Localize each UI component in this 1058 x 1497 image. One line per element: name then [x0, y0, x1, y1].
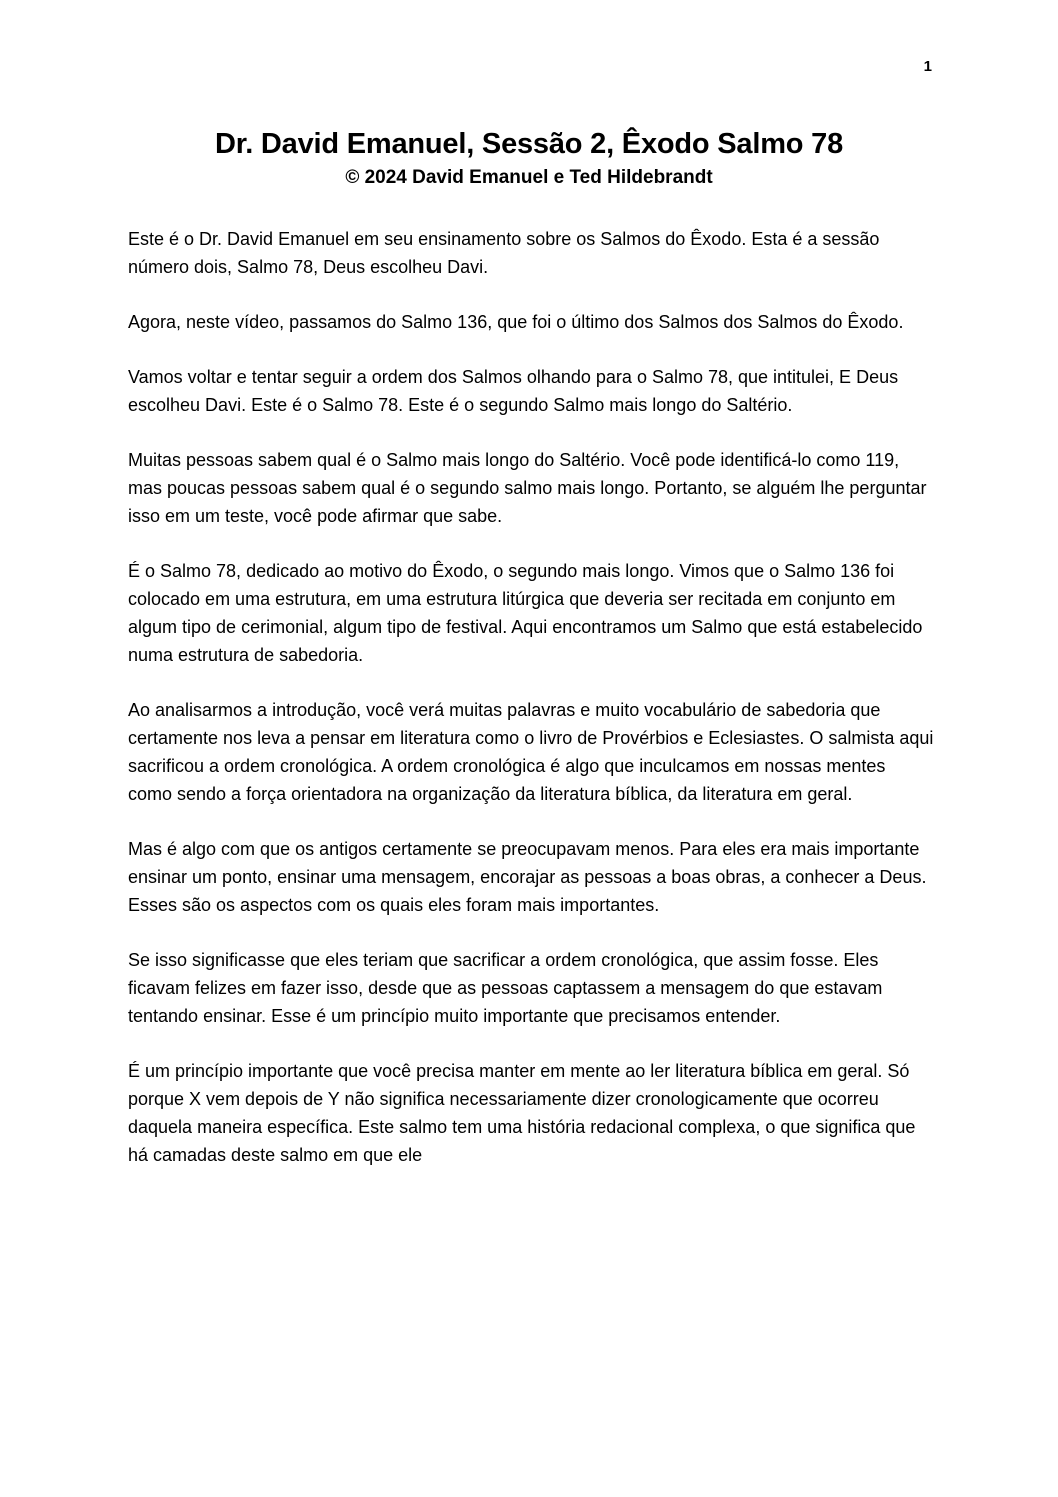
document-body — [0, 189, 1058, 1169]
paragraph: Muitas pessoas sabem qual é o Salmo mais longo do Saltério. Você pode identificá-lo como 119, mas poucas pessoas sabem qual é o segundo salmo mais longo. Portanto, se alguém lhe perguntar isso em um teste, você pode afirmar que sabe. — [128, 450, 927, 527]
paragraph: É um princípio importante que você precisa manter em mente ao ler literatura bíblica em geral. Só porque X vem depois de Y não significa necessariamente dizer cronologicamente que ocorreu daquela maneira específica. Este salmo tem uma história redacional complexa, o que significa que há camadas deste salmo em que ele — [128, 1061, 916, 1166]
paragraph: Vamos voltar e tentar seguir a ordem dos Salmos olhando para o Salmo 78, que intitulei, E Deus escolheu Davi. Este é o Salmo 78. Este é o segundo Salmo mais longo do Saltério. — [128, 367, 899, 416]
paragraph: Mas é algo com que os antigos certamente se preocupavam menos. Para eles era mais importante ensinar um ponto, ensinar uma mensagem, encorajar as pessoas a boas obras, a conhecer a Deus. Esses são os aspectos com os quais eles foram mais importantes. — [128, 839, 927, 916]
paragraph: É o Salmo 78, dedicado ao motivo do Êxodo, o segundo mais longo. Vimos que o Salmo 136 foi colocado em uma estrutura, em uma estrutura litúrgica que deveria ser recitada em conjunto em algum tipo de cerimonial, algum tipo de festival. Aqui encontramos um Salmo que está estabelecido numa estrutura de sabedoria. — [128, 561, 923, 666]
paragraph: Agora, neste vídeo, passamos do Salmo 136, que foi o último dos Salmos dos Salmos do Êxodo. — [128, 312, 904, 333]
paragraph: Se isso significasse que eles teriam que sacrificar a ordem cronológica, que assim fosse. Eles ficavam felizes em fazer isso, desde que as pessoas captassem a mensagem do que estavam tentando ensinar. Esse é um princípio muito importante que precisamos entender. — [128, 950, 883, 1027]
document-title: Dr. David Emanuel, Sessão 2, Êxodo Salmo 78 — [214, 128, 844, 160]
document-header — [0, 0, 1058, 189]
copyright-line: © 2024 David Emanuel e Ted Hildebrandt — [345, 167, 713, 189]
paragraph: Este é o Dr. David Emanuel em seu ensinamento sobre os Salmos do Êxodo. Esta é a sessão número dois, Salmo 78, Deus escolheu Davi. — [128, 229, 880, 278]
paragraph: Ao analisarmos a introdução, você verá muitas palavras e muito vocabulário de sabedoria que certamente nos leva a pensar em literatura como o livro de Provérbios e Eclesiastes. O salmista aqui sacrificou a ordem cronológica. A ordem cronológica é algo que inculcamos em nossas mentes como sendo a força orientadora na organização da literatura bíblica, da literatura em geral. — [128, 700, 934, 805]
page-number: 1 — [923, 58, 932, 75]
